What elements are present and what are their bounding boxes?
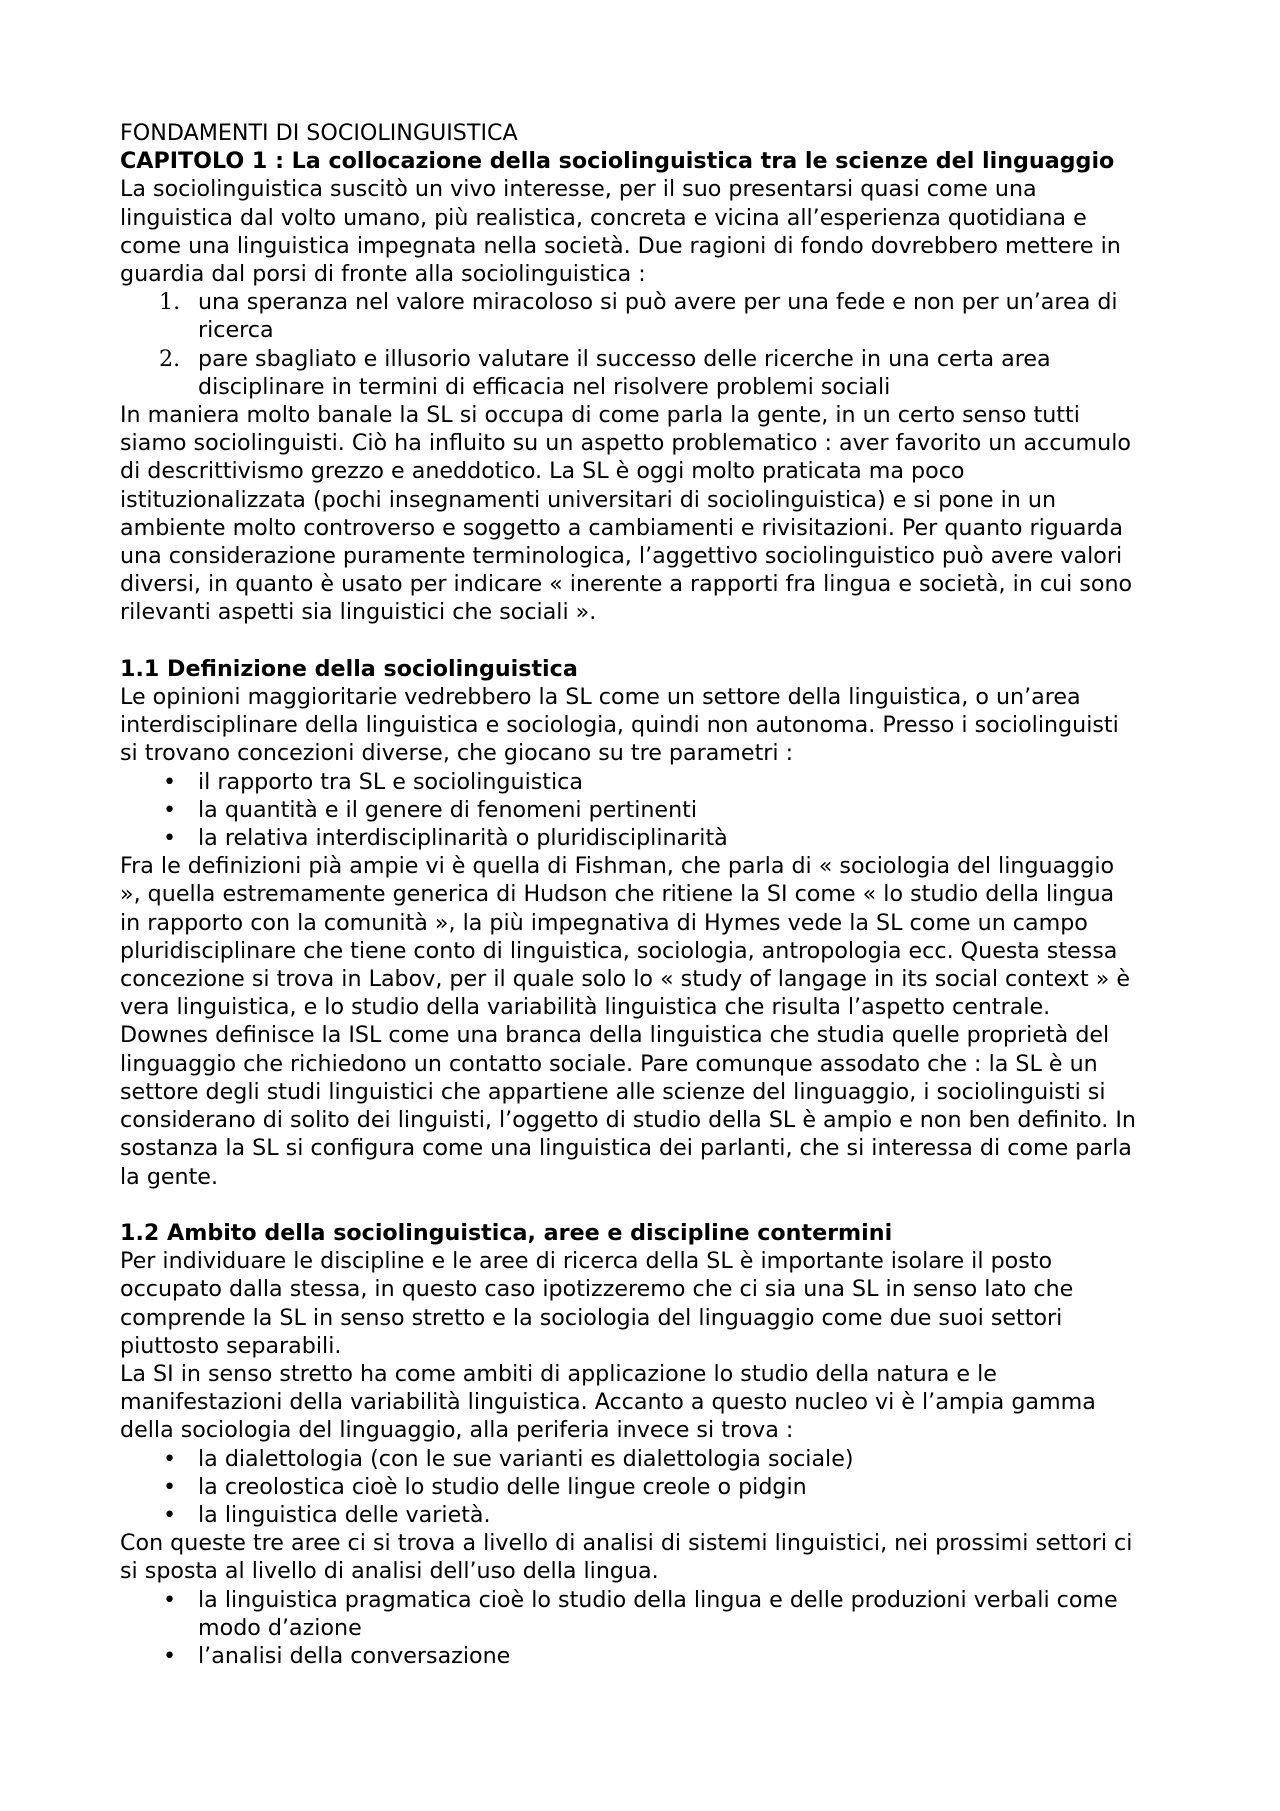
list-item-text: la quantità e il genere di fenomeni pertinenti (198, 796, 698, 823)
list-item-text: pare sbagliato e illusorio valutare il successo delle ricerche in una certa area disciplinare in termini di efficacia nel risolvere problemi sociali (198, 345, 1051, 400)
section-1-2-bullet-list-2 (120, 1586, 1140, 1671)
list-item-text: la relativa interdisciplinarità o pluridisciplinarità (198, 825, 728, 852)
spacer (120, 1191, 1140, 1219)
list-item (120, 768, 1140, 796)
section-1-2-bullet-list-1 (120, 1445, 1140, 1530)
intro-paragraph-1: La sociolinguistica suscitò un vivo interesse, per il suo presentarsi quasi come una linguistica dal volto umano, più realistica, concreta e vicina all’esperienza quotidiana e come una linguistica impegnata nella società. Due ragioni di fondo dovrebbero mettere in guardia dal porsi di fronte alla sociolinguistica : (120, 176, 1121, 288)
list-item-text: il rapporto tra SL e sociolinguistica (198, 768, 583, 795)
list-item (120, 796, 1140, 824)
bullet-icon: • (163, 1501, 177, 1528)
document-title: FONDAMENTI DI SOCIOLINGUISTICA (120, 120, 518, 146)
section-1-1-paragraph-2: Fra le definizioni pià ampie vi è quella di Fishman, che parla di « sociologia del linguaggio », quella estremamente generica di Hudson che ritiene la SI come « lo studio della lingua in rapporto con la comunità », la più impegnativa di Hymes vede la SL come un campo pluridisciplinare che tiene conto di linguistica, sociologia, antropologia ecc. Questa stessa concezione si trova in Labov, per il quale solo lo « study of langage in its social context » è vera linguistica, e lo studio della variabilità linguistica che risulta l’aspetto centrale. Downes definisce la ISL come una branca della linguistica che studia quelle proprietà del linguaggio che richiedono un contatto sociale. Pare comunque assodato che : la SL è un settore degli studi linguistici che appartiene alle scienze del linguaggio, i sociolinguisti si considerano di solito dei linguisti, l’oggetto di studio della SL è ampio e non ben definito. In sostanza la SL si configura come una linguistica dei parlanti, che si interessa di come parla la gente. (120, 853, 1136, 1190)
list-item-text: la creolostica cioè lo studio delle lingue creole o pidgin (198, 1473, 807, 1500)
list-item (120, 1501, 1140, 1529)
list-item (120, 1586, 1140, 1642)
list-item (120, 288, 1140, 344)
section-title-1-1: 1.1 Definizione della sociolinguistica (120, 655, 578, 682)
list-item (120, 1473, 1140, 1501)
bullet-icon: • (163, 1586, 177, 1613)
intro-numbered-list (120, 288, 1140, 401)
section-1-1-bullet-list (120, 768, 1140, 853)
bullet-icon: • (163, 768, 177, 795)
section-1-2-paragraph-2: La SI in senso stretto ha come ambiti di applicazione lo studio della natura e le manifestazioni della variabilità linguistica. Accanto a questo nucleo vi è l’ampia gamma della sociologia del linguaggio, alla periferia invece si trova : (120, 1360, 1096, 1444)
bullet-icon: • (163, 1642, 177, 1669)
bullet-icon: • (163, 1445, 177, 1472)
section-1-2-paragraph-3: Con queste tre aree ci si trova a livello di analisi di sistemi linguistici, nei prossimi settori ci si sposta al livello di analisi dell’uso della lingua. (120, 1530, 1133, 1585)
section-title-1-2: 1.2 Ambito della sociolinguistica, aree e discipline contermini (120, 1219, 893, 1246)
list-number: 2. (159, 345, 181, 372)
bullet-icon: • (163, 796, 177, 823)
chapter-title: CAPITOLO 1 : La collocazione della sociolinguistica tra le scienze del linguaggio (120, 148, 1115, 175)
list-item-text: la linguistica pragmatica cioè lo studio della lingua e delle produzioni verbali come modo d’azione (198, 1586, 1118, 1641)
list-item-text: la dialettologia (con le sue varianti es dialettologia sociale) (198, 1445, 854, 1472)
spacer (120, 627, 1140, 655)
list-item-text: una speranza nel valore miracoloso si può avere per una fede e non per un’area di ricerca (198, 289, 1118, 344)
list-item (120, 1445, 1140, 1473)
list-item-text: l’analisi della conversazione (198, 1642, 511, 1669)
list-item (120, 1642, 1140, 1670)
list-item (120, 824, 1140, 852)
intro-paragraph-2: In maniera molto banale la SL si occupa di come parla la gente, in un certo senso tutti siamo sociolinguisti. Ciò ha influito su un aspetto problematico : aver favorito un accumulo di descrittivismo grezzo e aneddotico. La SL è oggi molto praticata ma poco istituzionalizzata (pochi insegnamenti universitari di sociolinguistica) e si pone in un ambiente molto controverso e soggetto a cambiamenti e rivisitazioni. Per quanto riguarda una considerazione puramente terminologica, l’aggettivo sociolinguistico può avere valori diversi, in quanto è usato per indicare « inerente a rapporti fra lingua e società, in cui sono rilevanti aspetti sia linguistici che sociali ». (120, 402, 1133, 626)
bullet-icon: • (163, 1473, 177, 1500)
list-item (120, 345, 1140, 401)
list-number: 1. (159, 289, 181, 316)
bullet-icon: • (163, 825, 177, 852)
list-item-text: la linguistica delle varietà. (198, 1501, 491, 1528)
section-1-2-paragraph-1: Per individuare le discipline e le aree di ricerca della SL è importante isolare il posto occupato dalla stessa, in questo caso ipotizzeremo che ci sia una SL in senso lato che comprende la SL in senso stretto e la sociologia del linguaggio come due suoi settori piuttosto separabili. (120, 1248, 1074, 1359)
section-1-1-paragraph-1: Le opinioni maggioritarie vedrebbero la SL come un settore della linguistica, o un’area interdisciplinare della linguistica e sociologia, quindi non autonoma. Presso i sociolinguisti si trovano concezioni diverse, che giocano su tre parametri : (120, 684, 1119, 767)
